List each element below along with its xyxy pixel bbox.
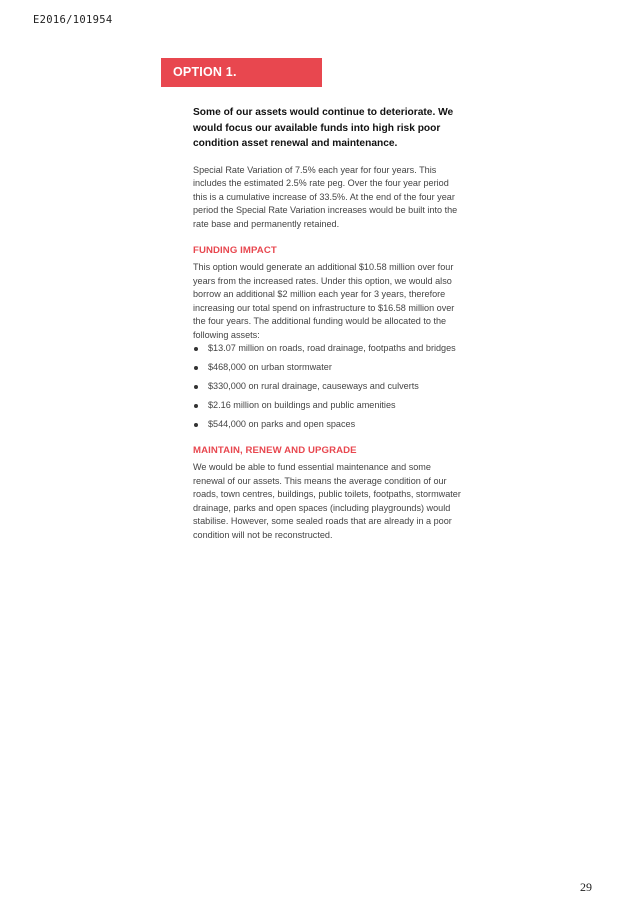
page-number: 29	[580, 880, 592, 894]
list-item-text: $13.07 million on roads, road drainage, footpaths and bridges	[208, 343, 456, 353]
bullet-icon	[194, 347, 198, 351]
list-item-text: $544,000 on parks and open spaces	[208, 419, 356, 429]
document-reference: E2016/101954	[33, 14, 113, 26]
maintain-renew-upgrade-paragraph: We would be able to fund essential maintenance and some renewal of our assets. This means the average condition of our roads, town centres, buildings, public toilets, footpaths, stormwater drainage, parks and open spaces (including playgrounds) would stabilise. However, some sealed roads that are already in a poor condition will not be reconstructed.	[193, 462, 461, 540]
bullet-icon	[194, 423, 198, 427]
list-item-text: $2.16 million on buildings and public amenities	[208, 400, 396, 410]
list-item	[193, 418, 461, 431]
bullet-icon	[194, 404, 198, 408]
funding-impact-paragraph: This option would generate an additional $10.58 million over four years from the increased rates. Under this option, we would also borrow an additional $2 million each year for 3 years, therefore increasing our total spend on infrastructure to $16.58 million over the four years. The additional funding would be allocated to the following assets:	[193, 262, 455, 340]
list-item	[193, 361, 461, 374]
option-title-banner: OPTION 1. DETERIORATE	[161, 58, 322, 87]
intro-paragraph: Special Rate Variation of 7.5% each year for four years. This includes the estimated 2.5% rate peg. Over the four year period this is a cumulative increase of 33.5%. At the end of the four year period the Special Rate Variation increases would be built into the rate base and permanently retained.	[193, 164, 458, 229]
main-content	[193, 105, 461, 542]
lead-paragraph: Some of our assets would continue to deteriorate. We would focus our available funds into high risk poor condition asset renewal and maintenance.	[193, 107, 454, 149]
bullet-icon	[194, 366, 198, 370]
funding-impact-heading: FUNDING IMPACT	[193, 245, 277, 256]
bullet-icon	[194, 385, 198, 389]
list-item	[193, 342, 461, 355]
list-item	[193, 399, 461, 412]
maintain-renew-upgrade-heading: MAINTAIN, RENEW AND UPGRADE	[193, 445, 357, 456]
funding-allocation-list	[193, 342, 461, 431]
list-item	[193, 380, 461, 393]
list-item-text: $468,000 on urban stormwater	[208, 362, 332, 372]
list-item-text: $330,000 on rural drainage, causeways and culverts	[208, 381, 419, 391]
